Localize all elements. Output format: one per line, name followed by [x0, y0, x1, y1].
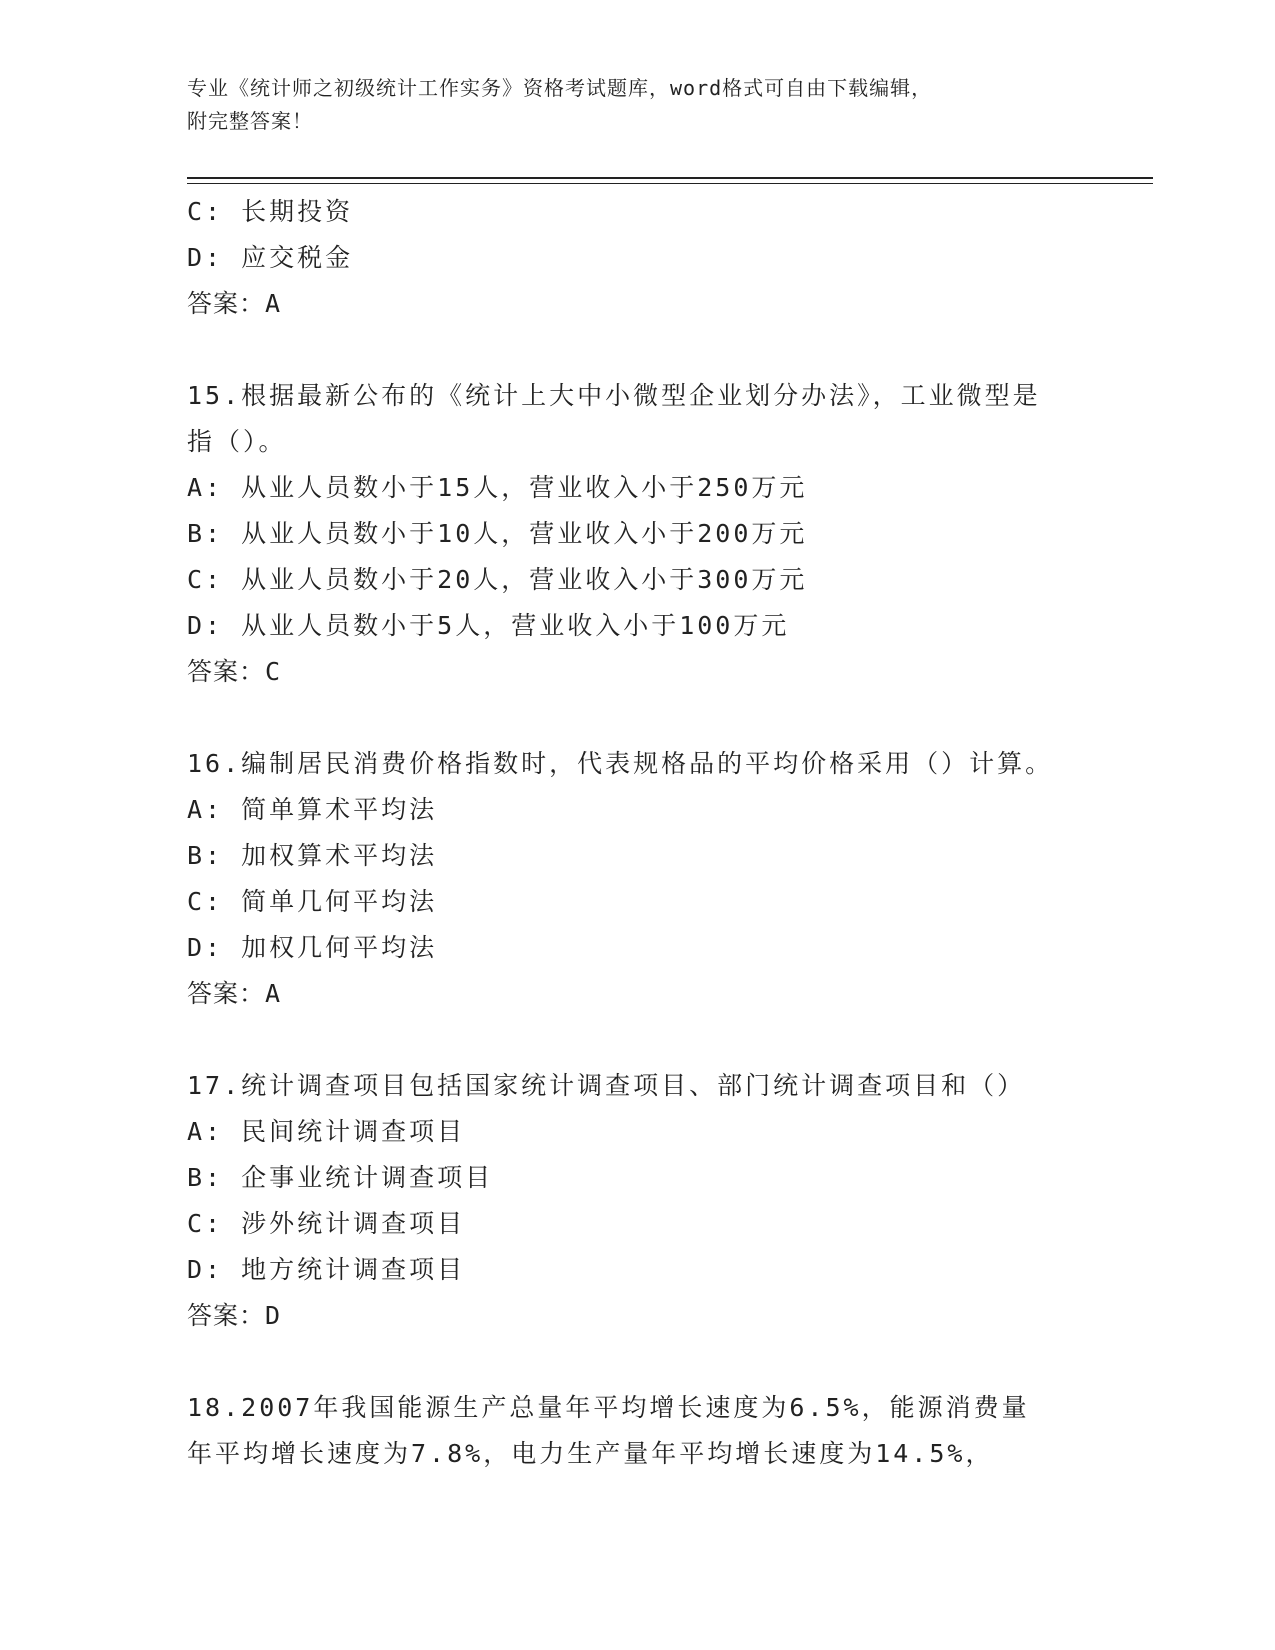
option-b: B: 企事业统计调查项目 [187, 1163, 494, 1192]
answer-line [187, 281, 1087, 327]
header-divider-thin [187, 183, 1153, 184]
question-content [187, 189, 1087, 1477]
answer-label: 答案： [187, 657, 266, 686]
option-c: C: 从业人员数小于20人，营业收入小于300万元 [187, 565, 808, 594]
spacer [187, 695, 1087, 741]
option-d: D: 地方统计调查项目 [187, 1255, 466, 1284]
answer-line [187, 649, 1087, 695]
spacer [187, 327, 1087, 373]
option-a: A: 简单算术平均法 [187, 795, 438, 824]
option-c: C: 简单几何平均法 [187, 887, 438, 916]
question-stem: 17.统计调查项目包括国家统计调查项目、部门统计调查项目和（） [187, 1071, 1026, 1100]
answer-line [187, 1293, 1087, 1339]
option-a: A: 从业人员数小于15人，营业收入小于250万元 [187, 473, 808, 502]
answer-value: D [265, 1301, 282, 1330]
spacer [187, 1017, 1087, 1063]
question-18 [187, 1385, 1087, 1477]
option-b: B: 加权算术平均法 [187, 841, 438, 870]
question-14-continuation [187, 189, 1087, 327]
answer-label: 答案： [187, 979, 266, 1008]
question-stem: 15.根据最新公布的《统计上大中小微型企业划分办法》，工业微型是 [187, 381, 1041, 410]
option-a: A: 民间统计调查项目 [187, 1117, 466, 1146]
answer-line [187, 971, 1087, 1017]
question-stem: 16.编制居民消费价格指数时，代表规格品的平均价格采用（）计算。 [187, 749, 1054, 778]
header-divider-thick [187, 177, 1153, 179]
question-15 [187, 373, 1087, 695]
answer-value: A [265, 289, 282, 318]
option-d: D: 加权几何平均法 [187, 933, 438, 962]
answer-value: A [265, 979, 282, 1008]
option-c: C: 涉外统计调查项目 [187, 1209, 466, 1238]
option-d: D: 应交税金 [187, 243, 354, 272]
answer-label: 答案： [187, 289, 266, 318]
question-stem: 年平均增长速度为7.8%，电力生产量年平均增长速度为14.5%， [187, 1439, 994, 1468]
question-stem: 指（）。 [187, 427, 287, 456]
spacer [187, 1339, 1087, 1385]
option-b: B: 从业人员数小于10人，营业收入小于200万元 [187, 519, 808, 548]
question-17 [187, 1063, 1087, 1339]
question-stem: 18.2007年我国能源生产总量年平均增长速度为6.5%，能源消费量 [187, 1393, 1030, 1422]
option-c: C: 长期投资 [187, 197, 354, 226]
answer-value: C [265, 657, 282, 686]
answer-label: 答案： [187, 1301, 266, 1330]
option-d: D: 从业人员数小于5人，营业收入小于100万元 [187, 611, 790, 640]
header-line-2: 附完整答案！ [187, 109, 313, 133]
question-16 [187, 741, 1087, 1017]
header-line-1: 专业《统计师之初级统计工作实务》资格考试题库，word格式可自由下载编辑， [187, 76, 933, 100]
page-header [187, 72, 1087, 138]
